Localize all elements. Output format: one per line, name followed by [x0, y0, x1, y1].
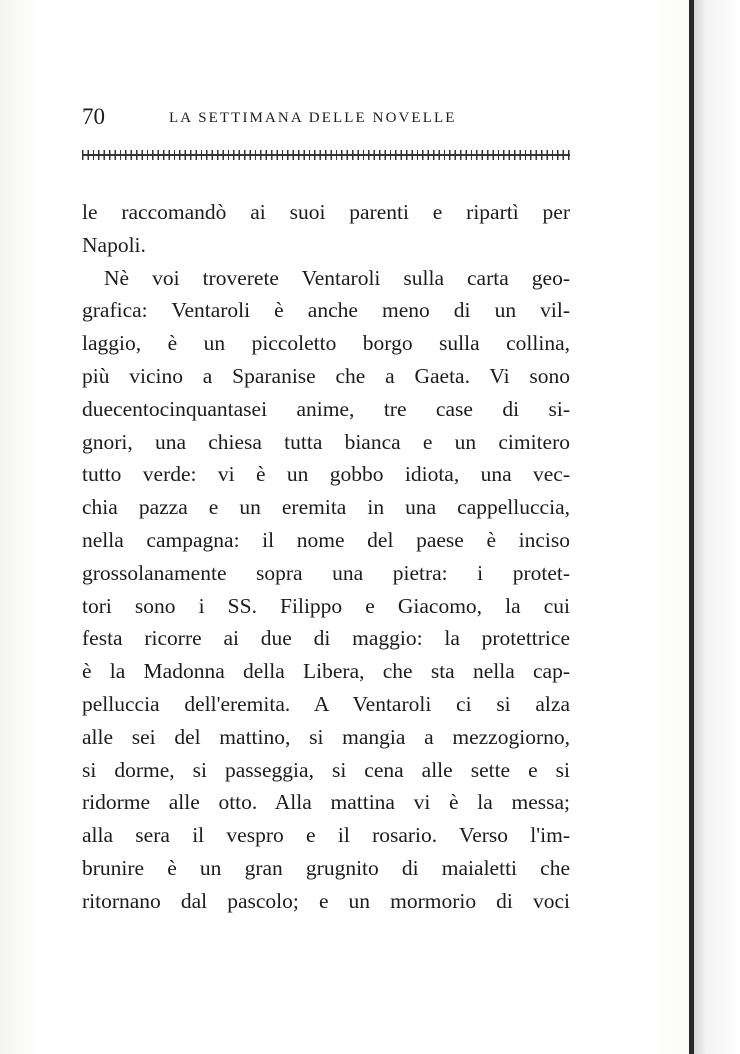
text-line: chia pazza e un eremita in una cappelluccia, — [82, 495, 570, 520]
text-line: duecentocinquantasei anime, tre case di si- — [82, 396, 570, 421]
text-line: alla sera il vespro e il rosario. Verso l'im- — [82, 823, 570, 848]
text-line: pelluccia dell'eremita. A Ventaroli ci si alza — [82, 691, 570, 716]
text-line: si dorme, si passeggia, si cena alle sette e si — [82, 757, 570, 782]
text-line: ritornano dal pascolo; e un mormorio di voci — [82, 888, 570, 913]
text-line: festa ricorre ai due di maggio: la protettrice — [82, 626, 570, 651]
text-line: le raccomandò ai suoi parenti e ripartì per — [82, 200, 570, 224]
text-line: alle sei del mattino, si mangia a mezzogiorno, — [82, 724, 570, 749]
text-line: tori sono i SS. Filippo e Giacomo, la cui — [82, 593, 570, 618]
binding-shadow — [694, 0, 740, 1054]
text-line: nella campagna: il nome del paese è inciso — [82, 527, 570, 552]
text-line: è la Madonna della Libera, che sta nella cap- — [82, 659, 570, 684]
page-number: 70 — [82, 104, 105, 129]
text-line: ridorme alle otto. Alla mattina vi è la messa; — [82, 790, 570, 815]
text-line: Napoli. — [82, 232, 146, 257]
decorative-rule — [82, 150, 570, 160]
body-text — [82, 196, 570, 918]
text-line: grafica: Ventaroli è anche meno di un vil- — [82, 298, 570, 323]
text-line: più vicino a Sparanise che a Gaeta. Vi sono — [82, 363, 570, 388]
text-line: brunire è un gran grugnito di maialetti che — [82, 855, 570, 880]
text-line: gnori, una chiesa tutta bianca e un cimitero — [82, 429, 570, 454]
text-line: laggio, è un piccoletto borgo sulla collina, — [82, 331, 570, 356]
running-title: LA SETTIMANA DELLE NOVELLE — [169, 110, 457, 126]
text-line: tutto verde: vi è un gobbo idiota, una vec- — [82, 462, 570, 487]
text-line: grossolanamente sopra una pietra: i protet- — [82, 560, 570, 585]
page-header — [82, 104, 572, 130]
text-line: Nè voi troverete Ventaroli sulla carta geo- — [104, 265, 570, 290]
